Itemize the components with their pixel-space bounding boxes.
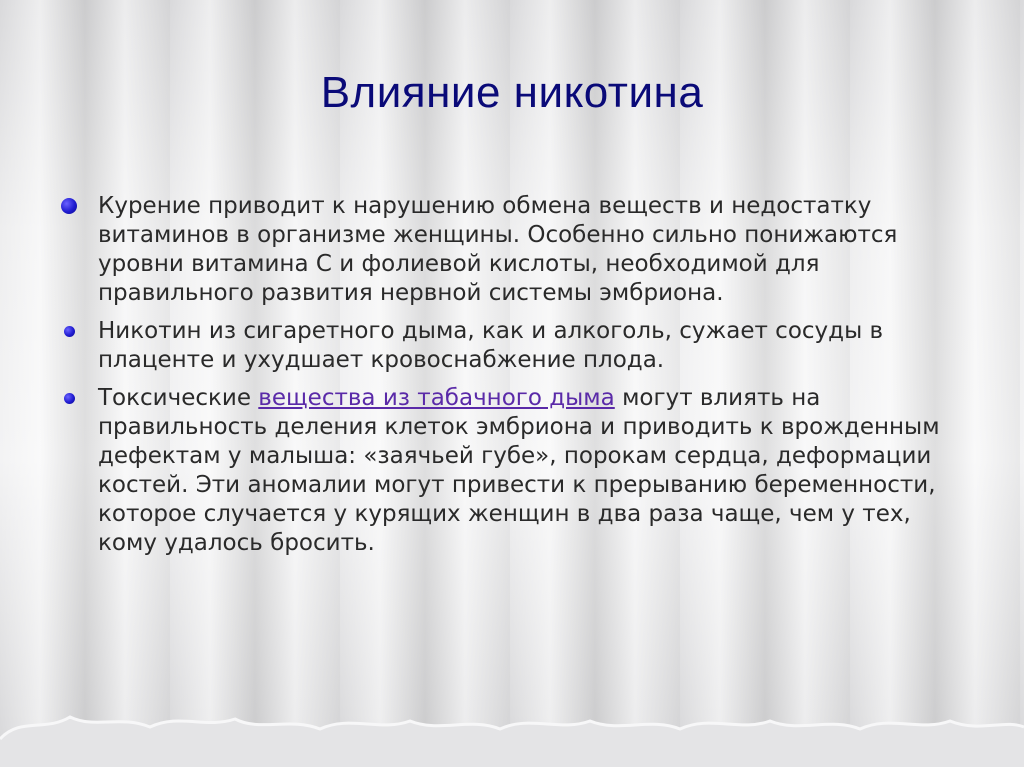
bullet-item-2 (56, 317, 966, 375)
bullet-text: Никотин из сигаретного дыма, как и алкоголь, сужает сосуды в плаценте и ухудшает кровоснабжение плода. (98, 318, 884, 373)
bullet-text: Курение приводит к нарушению обмена веществ и недостатку витаминов в организме женщины. Особенно сильно понижаются уровни витамина С и фолиевой кислоты, необходимой для правильного развития нервной системы эмбриона. (98, 193, 898, 306)
bullet-text-before: Токсические (98, 385, 259, 411)
curtain-hem (0, 677, 1024, 767)
bullet-dot-icon (61, 198, 77, 214)
bullet-list (56, 192, 966, 567)
bullet-text-after: могут влиять на правильность деления клеток эмбриона и приводить к врожденным дефектам у малыша: «заячьей губе», порокам сердца, деформации костей. Эти аномалии могут привести к прерыванию беременности, которое случается у курящих женщин в два раза чаще, чем у тех, кому удалось бросить. (98, 385, 940, 556)
bullet-item-3 (56, 384, 966, 558)
bullet-item-1 (56, 192, 966, 308)
bullet-dot-icon (64, 393, 75, 404)
slide-title: Влияние никотина (320, 68, 704, 117)
tobacco-smoke-link[interactable]: вещества из табачного дыма (258, 385, 615, 411)
bullet-dot-icon (64, 326, 75, 337)
